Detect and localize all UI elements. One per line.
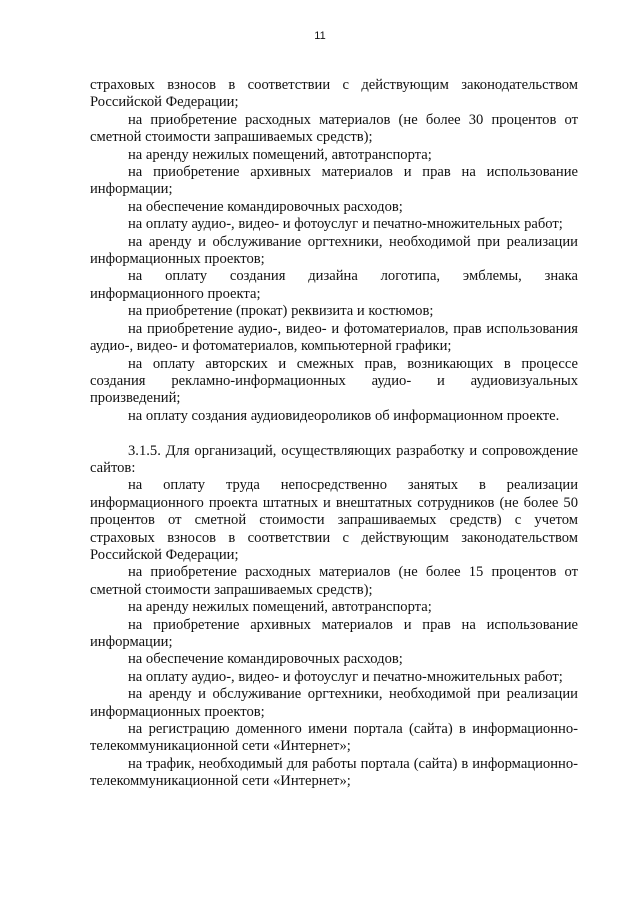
expense-item-paragraph: на аренду и обслуживание оргтехники, необходимой при реализации информационных проектов; xyxy=(90,233,578,268)
expense-item-paragraph: на обеспечение командировочных расходов; xyxy=(128,198,403,215)
expense-item-paragraph: на приобретение аудио-, видео- и фотоматериалов, прав использования аудио-, видео- и фотоматериалов, компьютерной графики; xyxy=(90,320,578,355)
section-3-1-5-paragraph: на приобретение расходных материалов (не более 15 процентов от сметной стоимости запрашиваемых средств); xyxy=(90,564,578,598)
section-3-1-5-paragraph: на оплату аудио-, видео- и фотоуслуг и печатно-множительных работ; xyxy=(128,668,563,685)
expense-item-paragraph: страховых взносов в соответствии с действующим законодательством Российской Федерации; xyxy=(90,77,578,111)
expense-item-paragraph: на приобретение архивных материалов и прав на использование информации; xyxy=(90,164,578,198)
page-number: 11 xyxy=(314,30,326,42)
document-body xyxy=(90,77,578,791)
expense-item-paragraph: на оплату создания аудиовидеороликов об информационном проекте. xyxy=(128,407,560,424)
section-3-1-5-paragraph: на приобретение архивных материалов и прав на использование информации; xyxy=(90,616,578,650)
section-3-1-5-paragraph: на регистрацию доменного имени портала (сайта) в информационно-телекоммуникационной сети «Интернет»; xyxy=(90,721,578,755)
section-3-1-5-paragraph: на обеспечение командировочных расходов; xyxy=(128,651,403,668)
section-3-1-5-paragraph: на аренду и обслуживание оргтехники, необходимой при реализации информационных проектов; xyxy=(90,686,578,720)
expense-item-paragraph: на приобретение расходных материалов (не более 30 процентов от сметной стоимости запрашиваемых средств); xyxy=(90,111,578,146)
expense-item-paragraph: на оплату создания дизайна логотипа, эмблемы, знака информационного проекта; xyxy=(90,268,578,302)
expense-item-paragraph: на оплату авторских и смежных прав, возникающих в процессе создания рекламно-информационных аудио- и аудиовизуальных произведений; xyxy=(90,355,578,407)
paragraph-gap xyxy=(90,425,578,442)
expense-item-paragraph: на приобретение (прокат) реквизита и костюмов; xyxy=(128,303,434,320)
section-3-1-5-paragraph: 3.1.5. Для организаций, осуществляющих разработку и сопровождение сайтов: xyxy=(90,442,578,476)
section-3-1-5-paragraph: на аренду нежилых помещений, автотранспорта; xyxy=(128,599,432,616)
section-3-1-5-paragraph: на трафик, необходимый для работы портала (сайта) в информационно-телекоммуникационной сети «Интернет»; xyxy=(90,755,578,790)
expense-item-paragraph: на оплату аудио-, видео- и фотоуслуг и печатно-множительных работ; xyxy=(128,216,563,233)
section-3-1-5-paragraph: на оплату труда непосредственно занятых в реализации информационного проекта штатных и внештатных сотрудников (не более 50 процентов от сметной стоимости запрашиваемых средств) с учетом страховых взносов в соответствии с действующим законодательством Российской Федерации; xyxy=(90,477,578,563)
section-3-1-5 xyxy=(90,443,578,791)
expense-list-continued xyxy=(90,77,578,425)
expense-item-paragraph: на аренду нежилых помещений, автотранспорта; xyxy=(128,146,432,163)
